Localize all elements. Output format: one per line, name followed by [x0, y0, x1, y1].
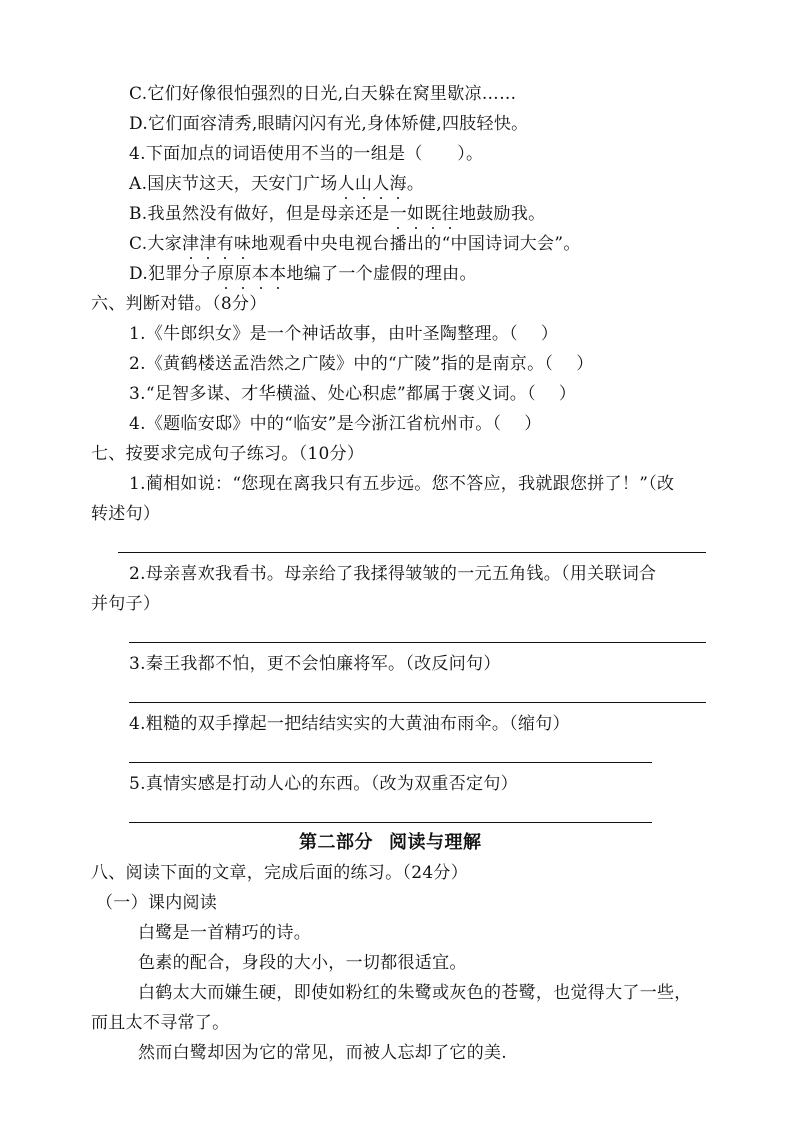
- sentence-task-2-line2: 并句子）: [91, 594, 161, 614]
- dotted-char: 人: [337, 174, 355, 194]
- option-text: A.国庆节这天，天安门广场: [129, 174, 338, 194]
- dotted-char: 往: [441, 204, 459, 224]
- section-8-heading: 八、阅读下面的文章，完成后面的练习。（24分）: [91, 863, 469, 883]
- dotted-char: 津: [199, 234, 217, 254]
- true-false-item-1: 1.《牛郎织女》是一个神话故事，由叶圣陶整理。（ ）: [129, 324, 559, 344]
- question-4-stem: 4.下面加点的词语使用不当的一组是（ ）。: [129, 144, 484, 164]
- option-text: 地鼓励我。: [458, 204, 546, 224]
- passage-paragraph-4: 然而白鹭却因为它的常见，而被人忘却了它的美.: [138, 1043, 508, 1063]
- question-4-option-a: [129, 173, 424, 195]
- true-false-item-2: 2.《黄鹤楼送孟浩然之广陵》中的“广陵”指的是南京。（ ）: [129, 354, 594, 374]
- option-text: 地编了一个虚假的理由。: [286, 264, 477, 284]
- dotted-char: 一: [389, 204, 408, 224]
- passage-paragraph-1: 白鹭是一首精巧的诗。: [138, 923, 311, 943]
- part-2-name: 阅读与理解: [389, 832, 482, 853]
- option-c-text: C.它们好像很怕强烈的日光,白天躲在窝里歇凉……: [129, 84, 517, 104]
- question-4-option-d: [129, 263, 477, 285]
- answer-line-1[interactable]: [118, 552, 706, 553]
- sentence-task-5: 5.真情实感是打动人心的东西。（改为双重否定句）: [129, 774, 518, 794]
- part-2-title: [299, 832, 482, 854]
- option-text: 。: [406, 174, 425, 194]
- dotted-char: 山: [354, 174, 373, 194]
- passage-paragraph-2: 色素的配合，身段的大小，一切都很适宜。: [138, 953, 467, 973]
- section-6-heading: 六、判断对错。（8分）: [91, 294, 267, 314]
- question-4-option-c: [129, 233, 581, 255]
- dotted-char: 人: [372, 174, 390, 194]
- passage-paragraph-3-cont: 而且太不寻常了。: [91, 1013, 230, 1033]
- true-false-item-4: 4.《题临安邸》中的“临安”是今浙江省杭州市。（ ）: [129, 414, 542, 434]
- true-false-item-3: 3.“足智多谋、才华横溢、处心积虑”都属于褒义词。（ ）: [129, 384, 577, 404]
- option-text: B.我虽然没有做好，但是母亲还是: [129, 204, 390, 224]
- dotted-char: 既: [424, 204, 442, 224]
- option-d-text: D.它们面容清秀,眼睛闪闪有光,身体矫健,四肢轻快。: [129, 114, 529, 134]
- dotted-char: 如: [407, 204, 425, 224]
- sentence-task-3: 3.秦王我都不怕，更不会怕廉将军。（改反问句）: [129, 654, 501, 674]
- part-2-label: 第二部分: [299, 832, 373, 853]
- dotted-char: 本: [251, 264, 270, 284]
- sentence-task-1-line1: 1.蔺相如说：“您现在离我只有五步远。您不答应，我就跟您拼了！”（改: [129, 474, 675, 494]
- dotted-char: 原: [234, 264, 252, 284]
- answer-line-2[interactable]: [129, 642, 706, 643]
- passage-paragraph-3: 白鹤太大而嫌生硬，即使如粉红的朱鹭或灰色的苍鹭，也觉得大了一些，: [138, 983, 692, 1003]
- sentence-task-2-line1: 2.母亲喜欢我看书。母亲给了我揉得皱皱的一元五角钱。（用关联词合: [129, 564, 657, 584]
- sentence-task-1-line2: 转述句）: [91, 504, 161, 524]
- question-4-option-b: [129, 203, 545, 225]
- dotted-char: 本: [269, 264, 287, 284]
- sentence-task-4: 4.粗糙的双手撑起一把结结实实的大黄油布雨伞。（缩句）: [129, 714, 570, 734]
- answer-line-3[interactable]: [129, 702, 706, 703]
- reading-sub-heading: （一）课内阅读: [96, 893, 218, 913]
- answer-line-5[interactable]: [129, 822, 652, 823]
- dotted-char: 原: [217, 264, 235, 284]
- option-text: 地观看中央电视台播出的“中国诗词大会”。: [251, 234, 581, 254]
- dotted-char: 味: [233, 234, 252, 254]
- option-text: D.犯罪分子: [129, 264, 218, 284]
- dotted-char: 海: [389, 174, 407, 194]
- answer-line-4[interactable]: [129, 762, 652, 763]
- dotted-char: 有: [216, 234, 234, 254]
- dotted-char: 津: [182, 234, 200, 254]
- section-7-heading: 七、按要求完成句子练习。（10分）: [91, 444, 365, 464]
- option-text: C.大家: [129, 234, 183, 254]
